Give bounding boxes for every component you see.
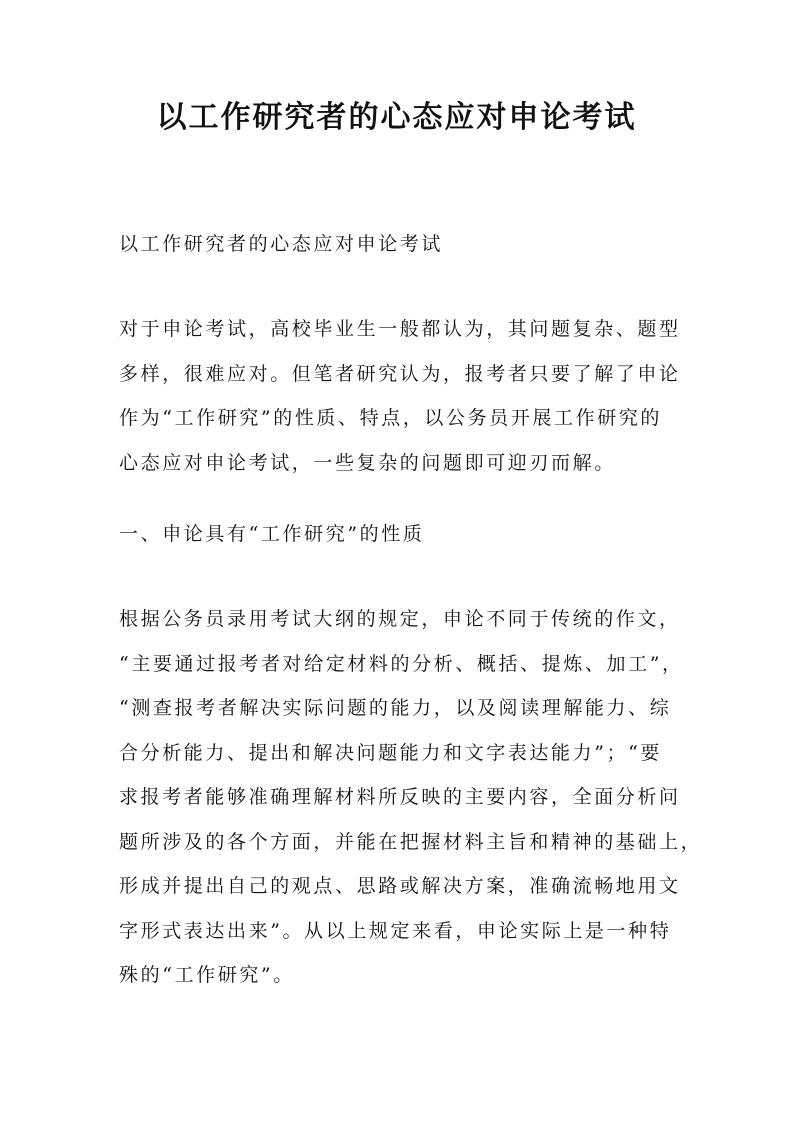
- paragraph-line: 合分析能力、提出和解决问题能力和文字表达能力”；“要: [119, 741, 663, 764]
- paragraph-line: 根据公务员录用考试大纲的规定，申论不同于传统的作文，: [119, 608, 681, 630]
- paragraph-line: 求报考者能够准确理解材料所反映的主要内容，全面分析问: [119, 786, 681, 808]
- paragraph-2: [119, 597, 703, 998]
- paragraph-line: 殊的“工作研究”。: [119, 964, 295, 986]
- paragraph-line: 对于申论考试，高校毕业生一般都认为，其问题复杂、题型: [119, 318, 681, 340]
- paragraph-line: 字形式表达出来”。从以上规定来看，申论实际上是一种特: [119, 919, 672, 942]
- paragraph-line: “主要通过报考者对给定材料的分析、概括、提炼、加工”，: [119, 652, 684, 675]
- document-title: 以工作研究者的心态应对申论考试: [156, 100, 637, 135]
- paragraph-line: 题所涉及的各个方面，并能在把握材料主旨和精神的基础上，: [119, 830, 703, 853]
- document-subtitle: 以工作研究者的心态应对申论考试: [119, 233, 444, 255]
- paragraph-line: 形成并提出自己的观点、思路或解决方案，准确流畅地用文: [119, 875, 681, 897]
- paragraph-1: [119, 307, 679, 485]
- paragraph-line: 心态应对申论考试，一些复杂的问题即可迎刃而解。: [119, 451, 616, 474]
- section-heading-1: 一、申论具有“工作研究”的性质: [119, 523, 425, 545]
- paragraph-line: 多样，很难应对。但笔者研究认为，报考者只要了解了申论: [119, 362, 681, 385]
- paragraph-line: 作为“工作研究”的性质、特点，以公务员开展工作研究的: [119, 407, 663, 429]
- paragraph-line: “测查报考者解决实际问题的能力，以及阅读理解能力、综: [119, 697, 672, 719]
